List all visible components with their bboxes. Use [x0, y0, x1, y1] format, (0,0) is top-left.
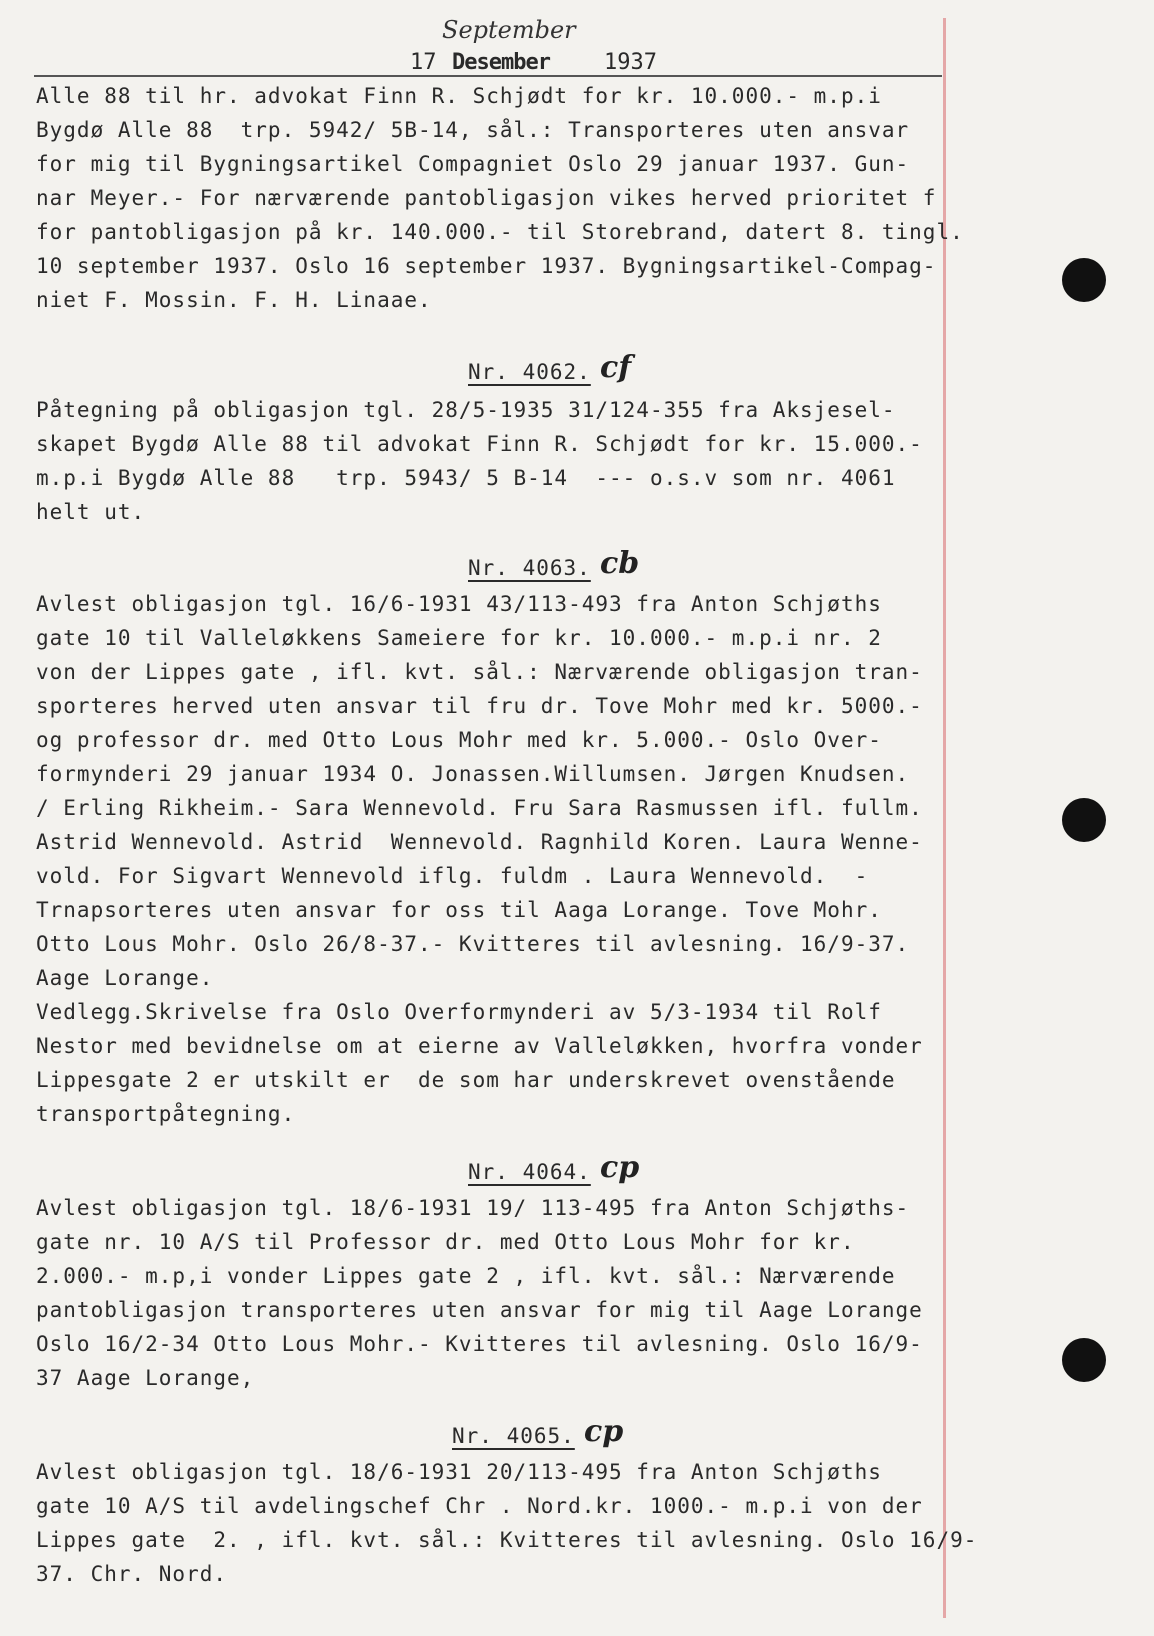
text-line: nar Meyer.- For nærværende pantobligasjon vikes herved prioritet f: [36, 186, 937, 210]
text-line: Aage Lorange.: [36, 966, 214, 990]
text-line: formynderi 29 januar 1934 O. Jonassen.Willumsen. Jørgen Knudsen.: [36, 762, 910, 786]
text-line: gate 10 A/S til avdelingschef Chr . Nord.kr. 1000.- m.p.i von der: [36, 1494, 923, 1518]
handwritten-initial: cb: [600, 546, 640, 581]
text-line: Avlest obligasjon tgl. 18/6-1931 20/113-495 fra Anton Schjøths: [36, 1460, 882, 1484]
header-year: 1937: [604, 50, 657, 75]
text-line: Otto Lous Mohr. Oslo 26/8-37.- Kvitteres til avlesning. 16/9-37.: [36, 932, 910, 956]
text-line: pantobligasjon transporteres uten ansvar for mig til Aage Lorange: [36, 1298, 923, 1322]
text-line: og professor dr. med Otto Lous Mohr med kr. 5.000.- Oslo Over-: [36, 728, 882, 752]
text-line: Oslo 16/2-34 Otto Lous Mohr.- Kvitteres til avlesning. Oslo 16/9-: [36, 1332, 923, 1356]
header-day: 17: [410, 50, 437, 75]
text-line: Trnapsorteres uten ansvar for oss til Aaga Lorange. Tove Mohr.: [36, 898, 882, 922]
text-line: Nestor med bevidnelse om at eierne av Valleløkken, hvorfra vonder: [36, 1034, 923, 1058]
handwritten-initial: cp: [600, 1150, 640, 1185]
handwritten-initial: cp: [584, 1414, 624, 1449]
handwritten-month: September: [442, 16, 576, 44]
text-line: niet F. Mossin. F. H. Linaae.: [36, 288, 432, 312]
text-line: helt ut.: [36, 500, 146, 524]
text-line: von der Lippes gate , ifl. kvt. sål.: Nærværende obligasjon tran-: [36, 660, 923, 684]
header-rule: [34, 75, 942, 77]
text-line: Avlest obligasjon tgl. 18/6-1931 19/ 113-495 fra Anton Schjøths-: [36, 1196, 910, 1220]
text-line: Vedlegg.Skrivelse fra Oslo Overformynderi av 5/3-1934 til Rolf: [36, 1000, 882, 1024]
text-line: m.p.i Bygdø Alle 88 trp. 5943/ 5 B-14 --- o.s.v som nr. 4061: [36, 466, 896, 490]
entry-heading-4063: Nr. 4063.: [468, 556, 591, 580]
page-header: [0, 16, 943, 78]
margin-rule: [943, 18, 946, 1618]
text-line: / Erling Rikheim.- Sara Wennevold. Fru Sara Rasmussen ifl. fullm.: [36, 796, 923, 820]
text-line: Bygdø Alle 88 trp. 5942/ 5B-14, sål.: Transporteres uten ansvar: [36, 118, 910, 142]
text-line: sporteres herved uten ansvar til fru dr. Tove Mohr med kr. 5000.-: [36, 694, 923, 718]
text-line: gate nr. 10 A/S til Professor dr. med Otto Lous Mohr for kr.: [36, 1230, 855, 1254]
punch-hole: [1062, 798, 1106, 842]
text-line: Alle 88 til hr. advokat Finn R. Schjødt for kr. 10.000.- m.p.i: [36, 84, 882, 108]
entry-heading-4062: Nr. 4062.: [468, 360, 591, 384]
entry-heading-4064: Nr. 4064.: [468, 1160, 591, 1184]
punch-hole: [1062, 258, 1106, 302]
text-line: skapet Bygdø Alle 88 til advokat Finn R. Schjødt for kr. 15.000.-: [36, 432, 923, 456]
text-line: Lippes gate 2. , ifl. kvt. sål.: Kvitteres til avlesning. Oslo 16/9-: [36, 1528, 978, 1552]
entry-heading-4065: Nr. 4065.: [452, 1424, 575, 1448]
text-line: 2.000.- m.p,i vonder Lippes gate 2 , ifl. kvt. sål.: Nærværende: [36, 1264, 896, 1288]
text-line: Påtegning på obligasjon tgl. 28/5-1935 31/124-355 fra Aksjesel-: [36, 398, 896, 422]
text-line: Astrid Wennevold. Astrid Wennevold. Ragnhild Koren. Laura Wenne-: [36, 830, 923, 854]
text-line: 37 Aage Lorange,: [36, 1366, 255, 1390]
text-line: for mig til Bygningsartikel Compagniet Oslo 29 januar 1937. Gun-: [36, 152, 910, 176]
text-line: vold. For Sigvart Wennevold iflg. fuldm . Laura Wennevold. -: [36, 864, 869, 888]
text-line: for pantobligasjon på kr. 140.000.- til Storebrand, datert 8. tingl.: [36, 220, 964, 244]
handwritten-initial: cf: [600, 350, 632, 385]
text-line: gate 10 til Valleløkkens Sameiere for kr. 10.000.- m.p.i nr. 2: [36, 626, 882, 650]
text-line: 37. Chr. Nord.: [36, 1562, 228, 1586]
text-line: transportpåtegning.: [36, 1102, 296, 1126]
punch-hole: [1062, 1338, 1106, 1382]
text-line: Avlest obligasjon tgl. 16/6-1931 43/113-493 fra Anton Schjøths: [36, 592, 882, 616]
struck-month: Desember: [452, 50, 550, 75]
text-line: Lippesgate 2 er utskilt er de som har underskrevet ovenstående: [36, 1068, 896, 1092]
text-line: 10 september 1937. Oslo 16 september 1937. Bygningsartikel-Compag-: [36, 254, 937, 278]
